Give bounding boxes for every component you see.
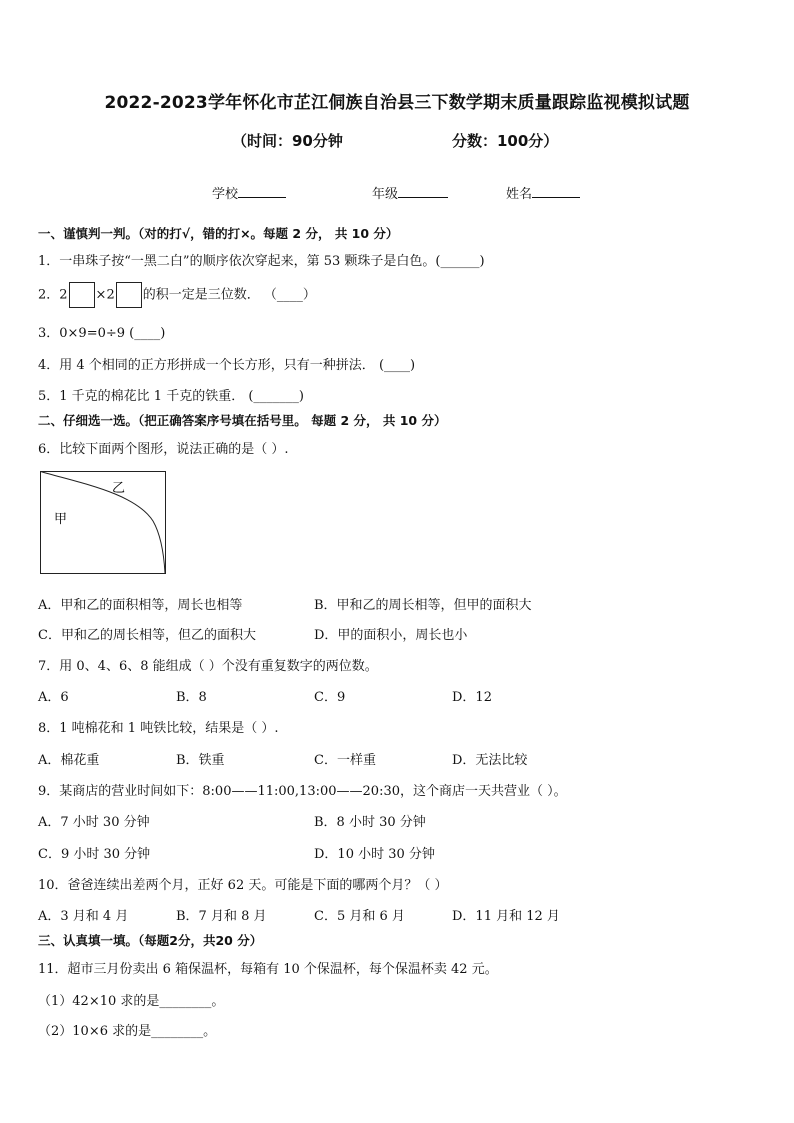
q6-option-d: D．甲的面积小，周长也小 <box>314 628 468 643</box>
shape-diagram <box>40 471 166 574</box>
grade-label: 年级 <box>372 187 399 202</box>
q8-option-a: A．棉花重 <box>38 753 100 768</box>
q9-option-c: C．9 小时 30 分钟 <box>38 847 151 862</box>
question-8: 8．1 吨棉花和 1 吨铁比较，结果是（ ）. <box>38 721 279 736</box>
digit-box <box>116 282 142 308</box>
q6-option-c: C．甲和乙的周长相等，但乙的面积大 <box>38 628 256 643</box>
name-blank <box>532 184 580 198</box>
q9-option-d: D．10 小时 30 分钟 <box>314 847 435 862</box>
q7-option-c: C．9 <box>314 690 346 705</box>
q8-option-d: D．无法比较 <box>452 753 528 768</box>
school-field <box>212 183 286 202</box>
question-11-part-2: （2）10×6 求的是________。 <box>38 1024 217 1039</box>
q9-option-a: A．7 小时 30 分钟 <box>38 815 150 830</box>
q10-option-c: C．5 月和 6 月 <box>314 909 405 924</box>
q8-option-b: B．铁重 <box>176 753 225 768</box>
exam-score: 分数：100分） <box>452 132 559 150</box>
q10-option-a: A．3 月和 4 月 <box>38 909 129 924</box>
question-3: 3．0×9=0÷9 (____) <box>38 326 166 341</box>
q6-option-b: B．甲和乙的周长相等，但甲的面积大 <box>314 598 532 613</box>
question-4: 4．用 4 个相同的正方形拼成一个长方形，只有一种拼法． (____) <box>38 358 416 373</box>
question-9: 9．某商店的营业时间如下：8:00——11:00,13:00——20:30，这个商店一天共营业（ ）。 <box>38 784 567 799</box>
question-10: 10．爸爸连续出差两个月，正好 62 天。可能是下面的哪两个月？（ ） <box>38 878 448 893</box>
name-field <box>506 183 580 202</box>
grade-field <box>372 183 448 202</box>
question-7: 7．用 0、4、6、8 能组成（ ）个没有重复数字的两位数。 <box>38 659 378 674</box>
section-1-heading: 一、谨慎判一判。（对的打√，错的打×。每题 2 分， 共 10 分） <box>38 226 399 241</box>
digit-box <box>69 282 95 308</box>
q9-option-b: B．8 小时 30 分钟 <box>314 815 426 830</box>
question-2-mid: ×2 <box>95 287 115 303</box>
question-1: 1．一串珠子按“一黑二白”的顺序依次穿起来，第 53 颗珠子是白色。(______) <box>38 254 485 269</box>
q7-option-d: D．12 <box>452 690 492 705</box>
name-label: 姓名 <box>506 187 533 202</box>
q7-option-a: A．6 <box>38 690 69 705</box>
label-yi: 乙 <box>112 481 126 496</box>
section-2-heading: 二、仔细选一选。（把正确答案序号填在括号里。 每题 2 分， 共 10 分） <box>38 413 447 428</box>
school-label: 学校 <box>212 187 239 202</box>
q10-option-d: D．11 月和 12 月 <box>452 909 560 924</box>
section-3-heading: 三、认真填一填。（每题2分，共20 分） <box>38 933 263 948</box>
q10-option-b: B．7 月和 8 月 <box>176 909 267 924</box>
question-2 <box>38 282 316 308</box>
q8-option-c: C．一样重 <box>314 753 376 768</box>
question-6-figure <box>40 471 166 574</box>
grade-blank <box>398 184 448 198</box>
question-2-prefix: 2．2 <box>38 287 68 303</box>
school-blank <box>238 184 286 198</box>
question-6: 6．比较下面两个图形，说法正确的是（ ）. <box>38 442 289 457</box>
question-11-part-1: （1）42×10 求的是________。 <box>38 994 225 1009</box>
exam-time: （时间：90分钟 <box>232 132 343 150</box>
question-11: 11．超市三月份卖出 6 箱保温杯，每箱有 10 个保温杯，每个保温杯卖 42 元。 <box>38 962 498 977</box>
q6-option-a: A．甲和乙的面积相等，周长也相等 <box>38 598 243 613</box>
page-title: 2022-2023学年怀化市芷江侗族自治县三下数学期末质量跟踪监视模拟试题 <box>104 93 690 113</box>
question-5: 5．1 千克的棉花比 1 千克的铁重． (_______) <box>38 389 304 404</box>
q7-option-b: B．8 <box>176 690 207 705</box>
question-2-suffix: 的积一定是三位数． （____） <box>142 287 316 303</box>
label-jia: 甲 <box>54 512 68 527</box>
